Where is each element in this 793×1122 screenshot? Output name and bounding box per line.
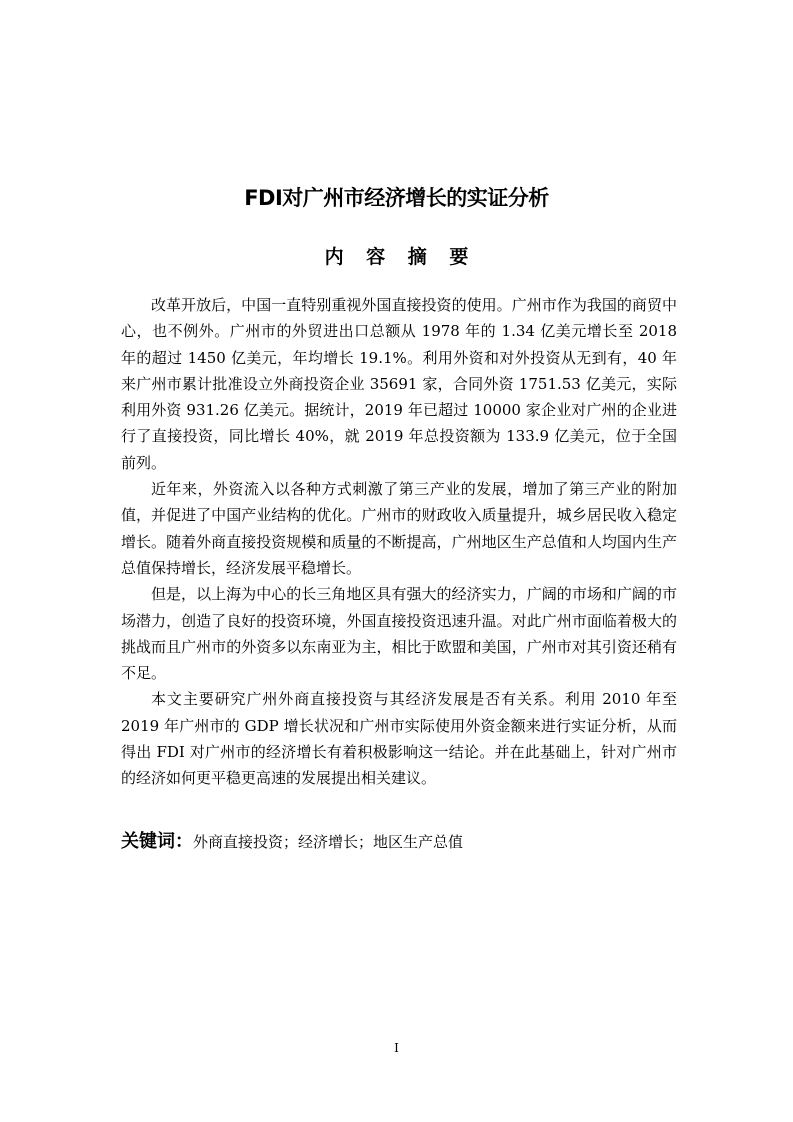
keywords-label: 关键词： xyxy=(121,831,193,852)
abstract-paragraph: 近年来，外资流入以各种方式刺激了第三产业的发展，增加了第三产业的附加值，并促进了中国产业结构的优化。广州市的财政收入质量提升，城乡居民收入稳定增长。随着外商直接投资规模和质量的不断提高，广州地区生产总值和人均国内生产总值保持增长，经济发展平稳增长。 xyxy=(121,480,677,577)
document-title: FDI对广州市经济增长的实证分析 xyxy=(244,186,549,210)
keywords-text: 外商直接投资；经济增长；地区生产总值 xyxy=(193,833,464,851)
abstract-paragraph: 本文主要研究广州外商直接投资与其经济发展是否有关系。利用 2010 年至 2019 年广州市的 GDP 增长状况和广州市实际使用外资金额来进行实证分析，从而得出 FDI 对广州市的经济增长有着积极影响这一结论。并在此基础上，针对广州市的经济如何更平稳更高速的发展提出相关建议。 xyxy=(121,690,677,788)
abstract-paragraph: 但是，以上海为中心的长三角地区具有强大的经济实力，广阔的市场和广阔的市场潜力，创造了良好的投资环境，外国直接投资迅速升温。对此广州市面临着极大的挑战而且广州市的外资多以东南亚为主，相比于欧盟和美国，广州市对其引资还稍有不足。 xyxy=(121,585,677,683)
abstract-paragraph: 改革开放后，中国一直特别重视外国直接投资的使用。广州市作为我国的商贸中心，也不例外。广州市的外贸进出口总额从 1978 年的 1.34 亿美元增长至 2018 年的超过 1450 亿美元，年均增长 19.1%。利用外资和对外投资从无到有，40 年来广州市累计批准设立外商投资企业 35691 家，合同外资 1751.53 亿美元，实际利用外资 931.26 亿美元。据统计，2019 年已超过 10000 家企业对广州的企业进行了直接投资，同比增长 40%，就 2019 年总投资额为 133.9 亿美元，位于全国前列。 xyxy=(121,296,677,472)
keywords-line xyxy=(121,828,677,856)
abstract-heading: 内 容 摘 要 xyxy=(324,246,477,268)
abstract-body xyxy=(121,292,677,792)
page-number: I xyxy=(394,1041,399,1055)
